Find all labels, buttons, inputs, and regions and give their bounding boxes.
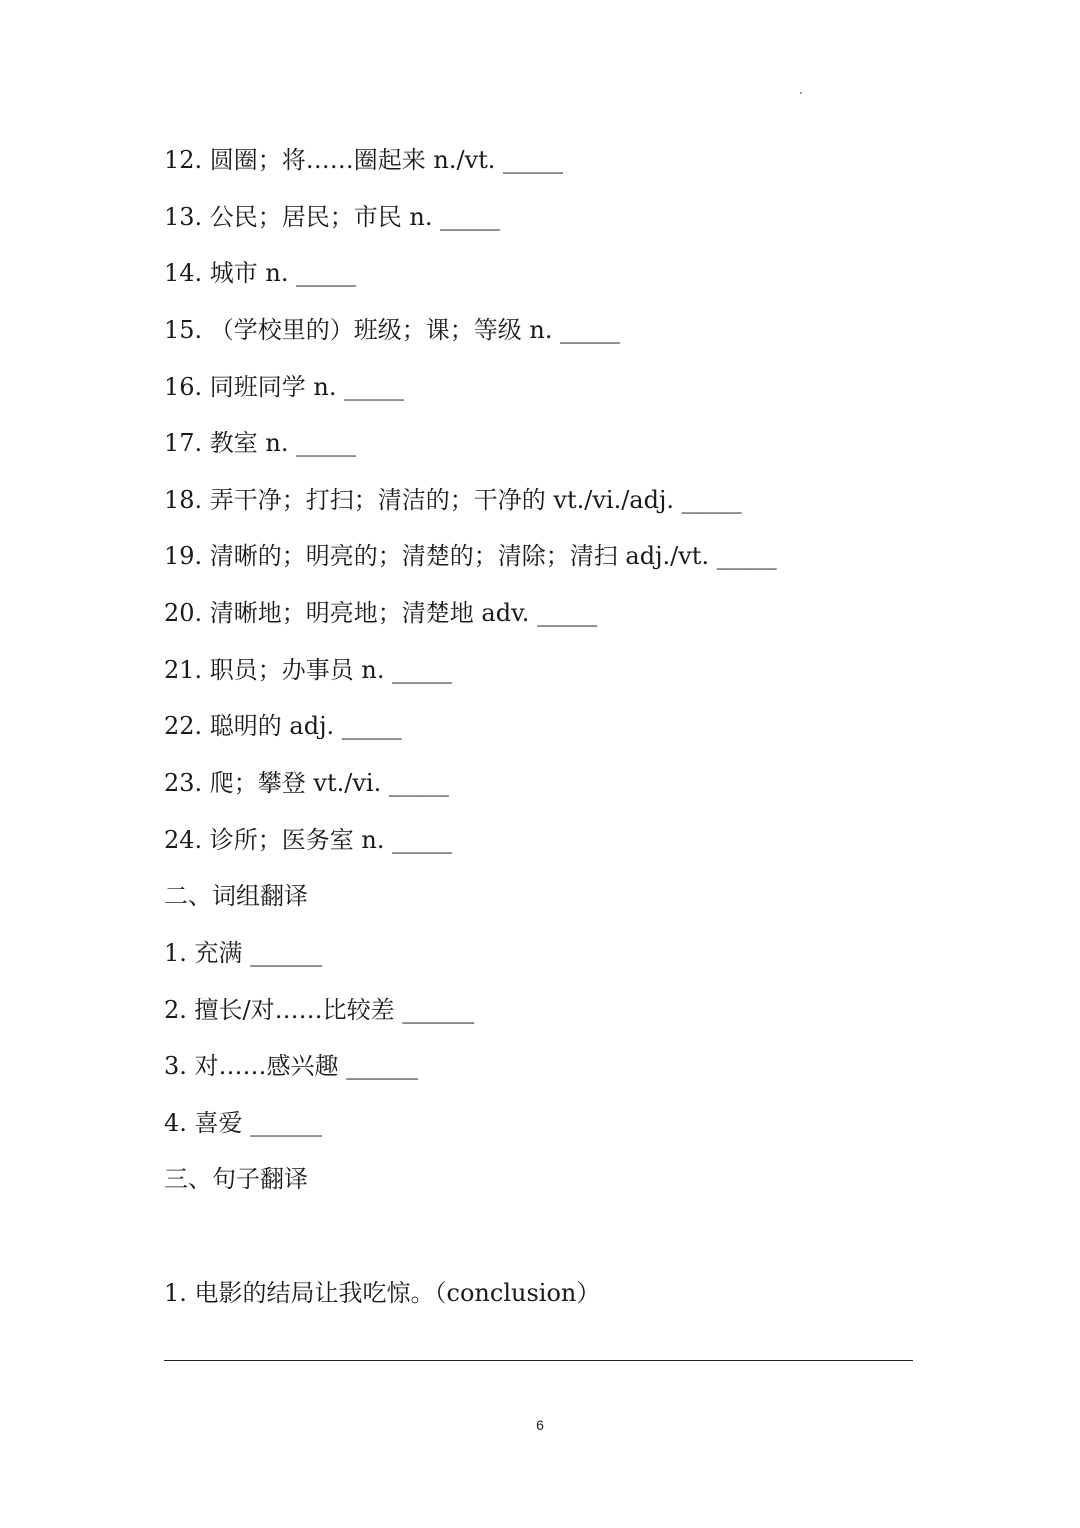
answer-line[interactable] [164,1360,913,1361]
vocab-item-23: 23. 爬；攀登 vt./vi. _____ [164,769,449,797]
vocab-item-16: 16. 同班同学 n. _____ [164,373,405,401]
vocab-item-22: 22. 聪明的 adj. _____ [164,712,402,740]
vocab-item-21: 21. 职员；办事员 n. _____ [164,656,453,684]
vocab-item-15: 15. （学校里的）班级；课；等级 n. _____ [164,316,621,344]
sentence-item-1: 1. 电影的结局让我吃惊。（conclusion） [164,1279,601,1307]
speck-mark [800,92,802,94]
phrase-item-3: 3. 对……感兴趣 ______ [164,1052,419,1080]
vocab-item-19: 19. 清晰的；明亮的；清楚的；清除；清扫 adj./vt. _____ [164,542,777,570]
vocab-item-20: 20. 清晰地；明亮地；清楚地 adv. _____ [164,599,598,627]
vocab-item-24: 24. 诊所；医务室 n. _____ [164,826,453,854]
vocab-item-13: 13. 公民；居民；市民 n. _____ [164,203,501,231]
vocab-item-17: 17. 教室 n. _____ [164,429,357,457]
section-heading-sentences: 三、句子翻译 [164,1165,308,1193]
phrase-item-1: 1. 充满 ______ [164,939,323,967]
page-number: 6 [536,1417,544,1433]
vocab-item-14: 14. 城市 n. _____ [164,259,357,287]
phrase-item-2: 2. 擅长/对……比较差 ______ [164,996,475,1024]
phrase-item-4: 4. 喜爱 ______ [164,1109,323,1137]
vocab-item-18: 18. 弄干净；打扫；清洁的；干净的 vt./vi./adj. _____ [164,486,742,514]
section-heading-phrases: 二、词组翻译 [164,882,308,910]
vocab-item-12: 12. 圆圈；将……圈起来 n./vt. _____ [164,146,564,174]
